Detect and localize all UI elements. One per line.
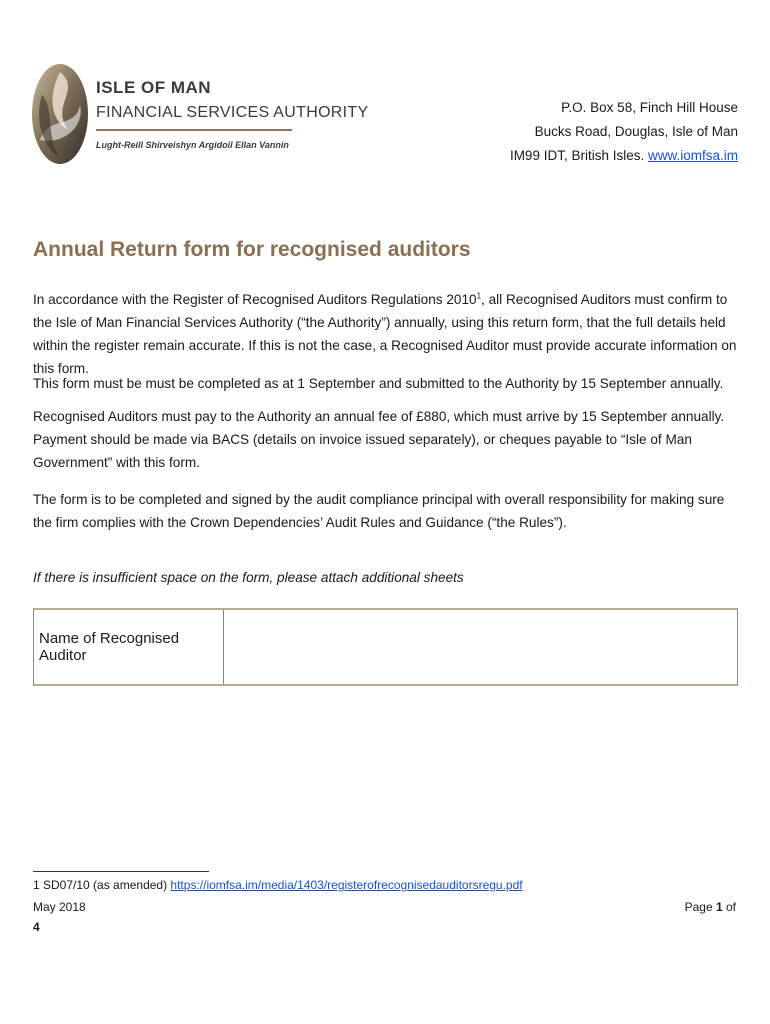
auditor-name-field[interactable] (224, 610, 737, 684)
page-indicator (685, 900, 736, 914)
website-link[interactable]: www.iomfsa.im (647, 148, 738, 163)
page-of: of (722, 900, 736, 914)
logo-tagline: Lught-Reill Shirveishyn Argidoil Ellan Vannin (96, 140, 289, 150)
logo-title-line1: ISLE OF MAN (96, 78, 212, 97)
additional-sheets-note: If there is insufficient space on the form, please attach additional sheets (33, 570, 464, 585)
auditor-name-label: Name of Recognised Auditor (34, 610, 224, 684)
fee-paragraph: Recognised Auditors must pay to the Authority an annual fee of £880, which must arrive by 15 September annually. Payment should be made via BACS (details on invoice issued separately), or cheques payable to “Isle of Man Government” with this form. (33, 409, 725, 470)
deadline-paragraph: This form must be must be completed as at 1 September and submitted to the Authority by 15 September annually. (33, 376, 724, 391)
logo-title-line2: FINANCIAL SERVICES AUTHORITY (96, 104, 369, 121)
footnote-ref: 1 (476, 291, 482, 301)
intro-text-before: In accordance with the Register of Recognised Auditors Regulations 2010 (33, 292, 477, 307)
intro-paragraph (33, 288, 738, 380)
address-line3-text: IM99 IDT, British Isles. (509, 148, 648, 163)
address-line1: P.O. Box 58, Finch Hill House (561, 100, 738, 115)
fsa-triskelion-logo-icon (30, 60, 90, 168)
address-line3 (510, 144, 738, 168)
address-block (510, 96, 738, 168)
footnote (33, 878, 523, 892)
footnote-link[interactable]: https://iomfsa.im/media/1403/registerofrecognisedauditorsregu.pdf (170, 878, 523, 892)
footer-date: May 2018 (33, 900, 86, 914)
page-title: Annual Return form for recognised auditors (33, 238, 471, 261)
fsa-logo (30, 60, 369, 170)
footnote-text: 1 SD07/10 (as amended) (33, 878, 171, 892)
intro-text-after: , all Recognised Auditors must confirm to the Isle of Man Financial Services Authority (“the Authority”) annually, using this return form, that the full details held within the register remain accurate. If this is not the case, a Recognised Auditor must provide accurate information on this form. (33, 292, 737, 376)
signatory-paragraph: The form is to be completed and signed by the audit compliance principal with overall responsibility for making sure the firm complies with the Crown Dependencies’ Audit Rules and Guidance (“the Rules”). (33, 492, 725, 530)
footer-total-pages: 4 (33, 920, 40, 934)
page-label: Page (684, 900, 716, 914)
page-number: 1 (715, 900, 723, 914)
address-line2: Bucks Road, Douglas, Isle of Man (534, 124, 738, 139)
logo-divider (96, 129, 292, 131)
auditor-name-table (33, 608, 738, 686)
footnote-divider (33, 871, 209, 872)
